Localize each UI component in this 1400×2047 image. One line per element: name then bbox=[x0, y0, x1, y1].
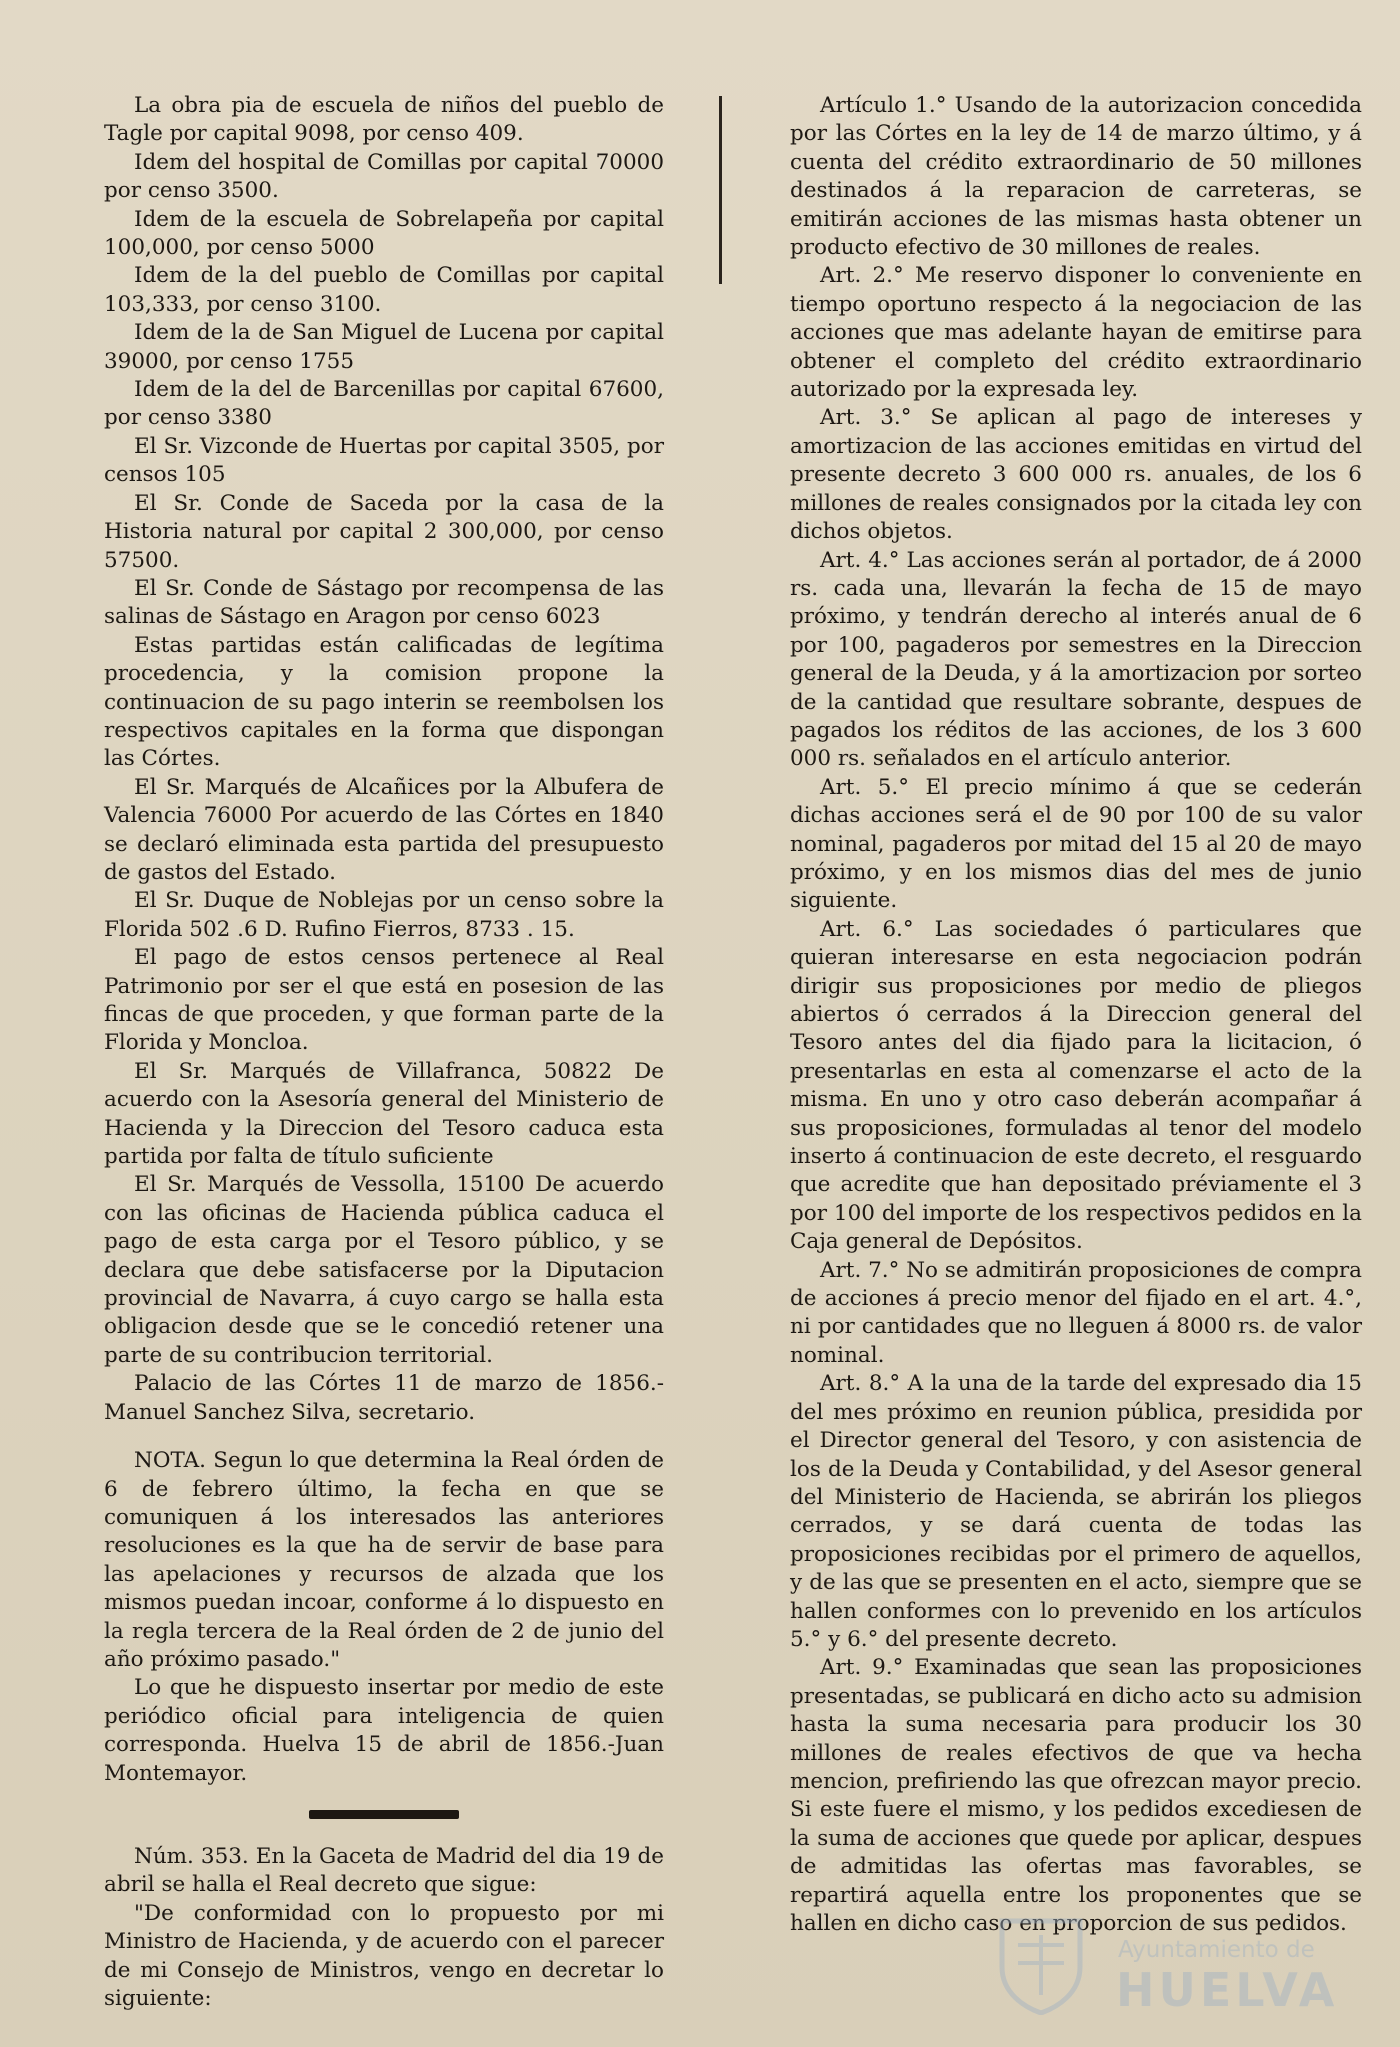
left-paragraph: Idem de la de San Miguel de Lucena por capital 39000, por censo 1755 bbox=[104, 320, 664, 374]
article-8: Art. 8.° A la una de la tarde del expresado dia 15 del mes próximo en reunion pública, presidida por el Director general del Tesoro, y con asistencia de los de la Deuda y Contabilidad, y del Asesor general del Ministerio de Hacienda, se abrirán los pliegos cerrados, y se dará cuenta de todas las proposiciones recibidas por el primero de aquellos, y de las que se presenten en el acto, siempre que se hallen conformes con lo prevenido en los artículos 5.° y 6.° del presente decreto. bbox=[790, 1371, 1362, 1652]
article-6: Art. 6.° Las sociedades ó particulares que quieran interesarse en esta negociacion podrán dirigir sus proposiciones por medio de pliegos abiertos ó cerrados á la Direccion general del Tesoro antes del dia fijado para la licitacion, ó presentarlas en esta al comenzarse el acto de la misma. En uno y otro caso deberán acompañar á sus proposiciones, formuladas al tenor del modelo inserto á continuacion de este decreto, el resguardo que acredite que han depositado préviamente el 3 por 100 del importe de los respectivos pedidos en la Caja general de Depósitos. bbox=[790, 916, 1362, 1255]
left-paragraph: El Sr. Conde de Sástago por recompensa de las salinas de Sástago en Aragon por censo 6023 bbox=[104, 575, 664, 630]
left-paragraph: Idem de la del de Barcenillas por capital 67600, por censo 3380 bbox=[104, 377, 664, 431]
article-9: Art. 9.° Examinadas que sean las proposiciones presentadas, se publicará en dicho acto su admision hasta la suma necesaria para producir los 30 millones de reales efectivos de que va hecha mencion, prefiriendo las que ofrezcan mayor precio. Si este fuere el mismo, y los pedidos excediesen de la suma de acciones que quede por aplicar, despues de admitidas las ofertas mas favorables, se repartirá aquella entre los proponentes que se hallen en dicho caso en proporcion de sus pedidos. bbox=[790, 1655, 1362, 1936]
watermark-line1: Ayuntamiento de bbox=[1118, 1937, 1315, 1963]
left-paragraph: Estas partidas están calificadas de legítima procedencia, y la comision propone la continuacion de su pago interin se reembolsen los respectivos capitales en la forma que dispongan las Córtes. bbox=[104, 632, 664, 772]
right-column bbox=[790, 92, 1362, 1938]
left-paragraph: Idem de la del pueblo de Comillas por capital 103,333, por censo 3100. bbox=[104, 263, 664, 317]
left-paragraph: El Sr. Marqués de Villafranca, 50822 De acuerdo con la Asesoría general del Ministerio de Hacienda y la Direccion del Tesoro caduca esta partida por falta de título suficiente bbox=[104, 1058, 664, 1170]
article-5: Art. 5.° El precio mínimo á que se cederán dichas acciones será el de 90 por 100 de su valor nominal, pagaderos por mitad del 15 al 20 de mayo próximo, y en los mismos dias del mes de junio siguiente. bbox=[790, 774, 1362, 914]
article-2: Art. 2.° Me reservo disponer lo conveniente en tiempo oportuno respecto á la negociacion de las acciones que mas adelante hayan de emitirse para obtener el completo del crédito extraordinario autorizado por la expresada ley. bbox=[790, 263, 1362, 403]
left-column bbox=[104, 92, 664, 2013]
left-paragraph: El Sr. Conde de Saceda por la casa de la Historia natural por capital 2 300,000, por censo 57500. bbox=[104, 490, 664, 573]
shield-icon bbox=[996, 1915, 1086, 2015]
left-paragraph: Idem de la escuela de Sobrelapeña por capital 100,000, por censo 5000 bbox=[104, 206, 664, 261]
column-divider bbox=[719, 96, 722, 284]
left-paragraph: El Sr. Marqués de Vessolla, 15100 De acuerdo con las oficinas de Hacienda pública caduca el pago de esta carga por el Tesoro público, y se declara que debe satisfacerse por la Diputacion provincial de Navarra, á cuyo cargo se halla esta obligacion desde que se le concedió retener una parte de su contribucion territorial. bbox=[104, 1172, 664, 1368]
left-paragraph: El pago de estos censos pertenece al Real Patrimonio por ser el que está en posesion de las fincas de que proceden, y que forman parte de la Florida y Moncloa. bbox=[104, 945, 664, 1056]
section-divider bbox=[309, 1810, 459, 1819]
article-1: Artículo 1.° Usando de la autorizacion concedida por las Córtes en la ley de 14 de marzo último, y á cuenta del crédito extraordinario de 50 millones destinados á la reparacion de carreteras, se emitirán acciones de las mismas hasta obtener un producto efectivo de 30 millones de reales. bbox=[790, 93, 1362, 261]
article-4: Art. 4.° Las acciones serán al portador, de á 2000 rs. cada una, llevarán la fecha de 15 de mayo próximo, y tendrán derecho al interés anual de 6 por 100, pagaderos por semestres en la Direccion general de la Deuda, y á la amortizacion por sorteo de la cantidad que resultare sobrante, despues de pagados los réditos de las acciones, de los 3 600 000 rs. señalados en el artículo anterior. bbox=[790, 547, 1362, 772]
signature-paragraph: Palacio de las Córtes 11 de marzo de 1856.-Manuel Sanchez Silva, secretario. bbox=[104, 1371, 664, 1425]
article-3: Art. 3.° Se aplican al pago de intereses y amortizacion de las acciones emitidas en virtud del presente decreto 3 600 000 rs. anuales, de los 6 millones de reales consignados por la citada ley con dichos objetos. bbox=[790, 405, 1362, 545]
nota-signature-paragraph: Lo que he dispuesto insertar por medio de este periódico oficial para inteligencia de quien corresponda. Huelva 15 de abril de 1856.-Juan Montemayor. bbox=[104, 1675, 664, 1786]
left-paragraph: El Sr. Duque de Noblejas por un censo sobre la Florida 502 .6 D. Rufino Fierros, 8733 . 15. bbox=[104, 888, 664, 942]
left-paragraph: El Sr. Marqués de Alcañices por la Albufera de Valencia 76000 Por acuerdo de las Córtes en 1840 se declaró eliminada esta partida del presupuesto de gastos del Estado. bbox=[104, 774, 664, 885]
watermark bbox=[996, 1915, 1362, 2015]
watermark-line2: HUELVA bbox=[1116, 1963, 1339, 2017]
article-7: Art. 7.° No se admitirán proposiciones de compra de acciones á precio menor del fijado en el art. 4.°, ni por cantidades que no lleguen á 8000 rs. de valor nominal. bbox=[790, 1257, 1362, 1368]
nota-paragraph: NOTA. Segun lo que determina la Real órden de 6 de febrero último, la fecha en que se comuniquen á los interesados las anteriores resoluciones es la que ha de servir de base para las apelaciones y recursos de alzada que los mismos puedan incoar, conforme á lo dispuesto en la regla tercera de la Real órden de 2 de junio del año próximo pasado." bbox=[104, 1448, 664, 1672]
left-paragraph: Idem del hospital de Comillas por capital 70000 por censo 3500. bbox=[104, 149, 664, 204]
decree-preamble-paragraph: "De conformidad con lo propuesto por mi Ministro de Hacienda, y de acuerdo con el parecer de mi Consejo de Ministros, vengo en decretar lo siguiente: bbox=[104, 1900, 664, 2011]
left-paragraph: La obra pia de escuela de niños del pueblo de Tagle por capital 9098, por censo 409. bbox=[104, 93, 664, 147]
decree-intro-paragraph: Núm. 353. En la Gaceta de Madrid del dia 19 de abril se halla el Real decreto que sigue: bbox=[104, 1843, 664, 1898]
left-paragraph: El Sr. Vizconde de Huertas por capital 3505, por censos 105 bbox=[104, 433, 664, 488]
